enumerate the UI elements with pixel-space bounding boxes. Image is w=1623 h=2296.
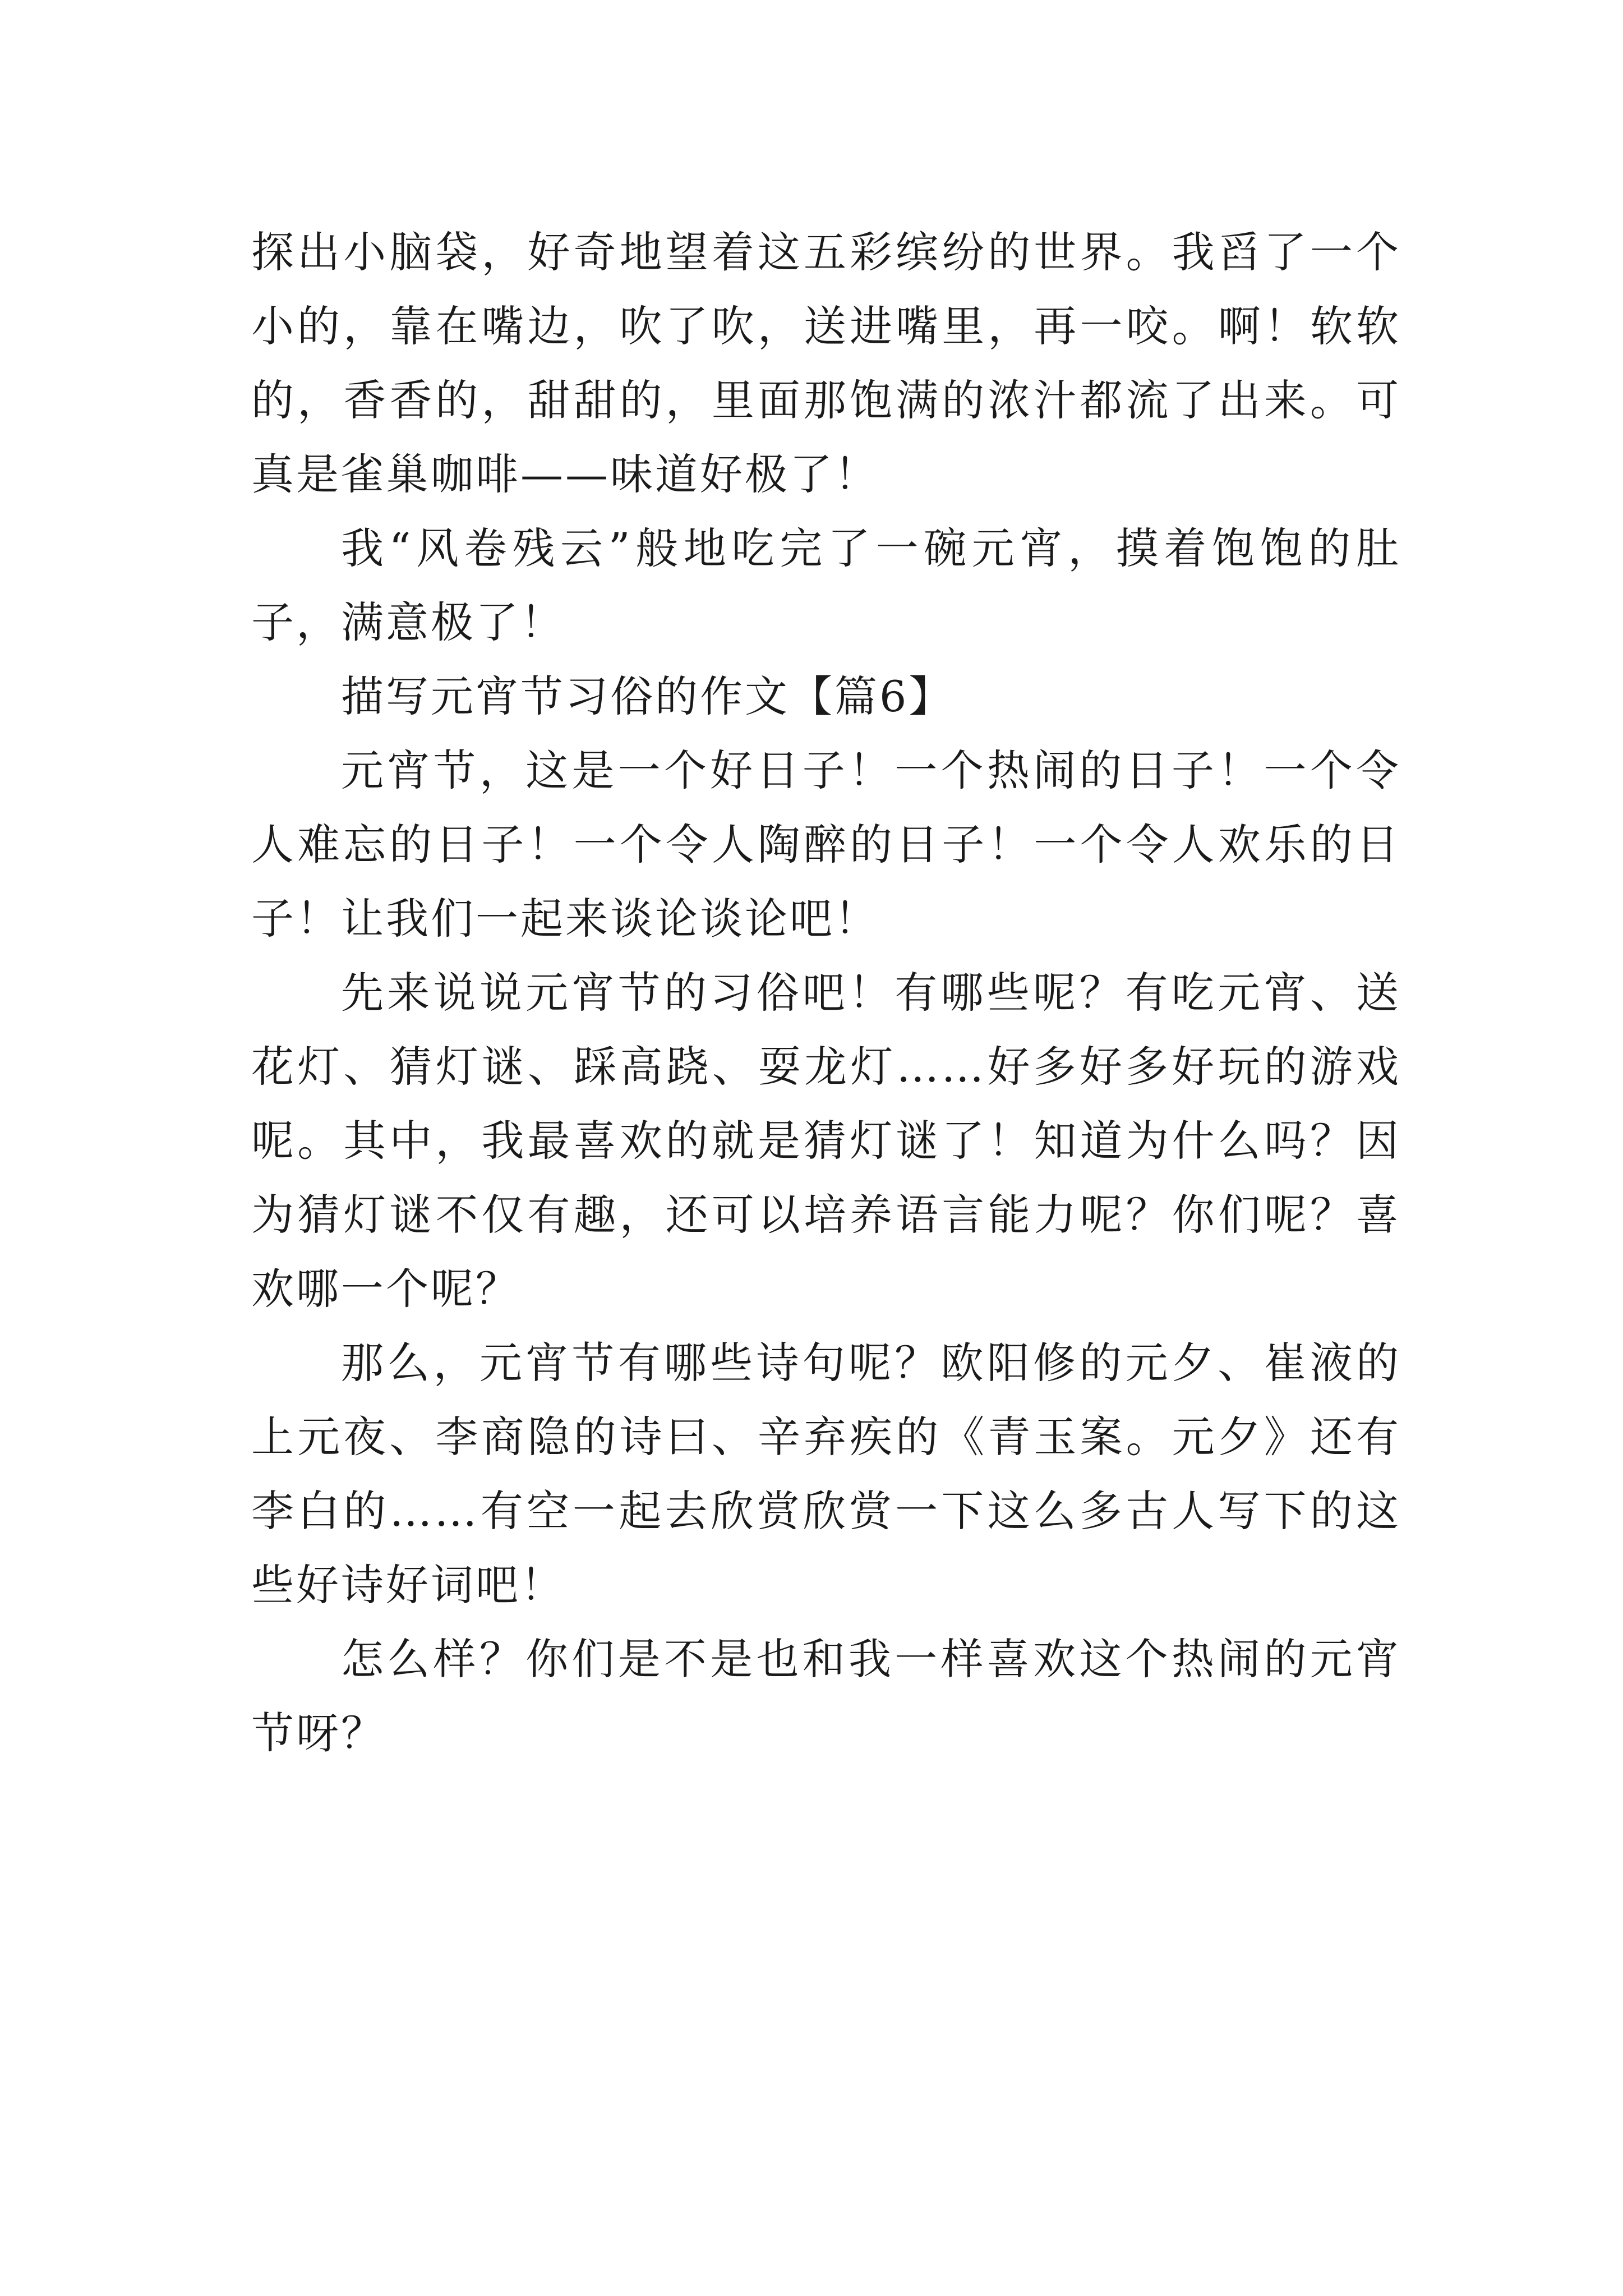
paragraph: 先来说说元宵节的习俗吧！有哪些呢？有吃元宵、送花灯、猜灯谜、踩高跷、耍龙灯……好多好多好玩的游戏呢。其中，我最喜欢的就是猜灯谜了！知道为什么吗？因为猜灯谜不仅有趣，还可以培养语言能力呢？你们呢？喜欢哪一个呢？ (251, 968, 1401, 1314)
document-body (251, 215, 1401, 1770)
paragraph: 怎么样？你们是不是也和我一样喜欢这个热闹的元宵节呀？ (251, 1634, 1401, 1758)
paragraph-continued: 探出小脑袋，好奇地望着这五彩缤纷的世界。我舀了一个小的，靠在嘴边，吹了吹，送进嘴里，再一咬。啊！软软的，香香的，甜甜的，里面那饱满的浓汁都流了出来。可真是雀巢咖啡——味道好极了！ (251, 227, 1401, 499)
paragraph: 元宵节，这是一个好日子！一个热闹的日子！一个令人难忘的日子！一个令人陶醉的日子！一个令人欢乐的日子！让我们一起来谈论谈论吧！ (251, 746, 1401, 944)
paragraph: 那么，元宵节有哪些诗句呢？欧阳修的元夕、崔液的上元夜、李商隐的诗曰、辛弃疾的《青玉案。元夕》还有李白的……有空一起去欣赏欣赏一下这么多古人写下的这些好诗好词吧！ (251, 1338, 1401, 1610)
section-heading: 描写元宵节习俗的作文【篇6】 (341, 671, 954, 721)
paragraph: 我“风卷残云”般地吃完了一碗元宵，摸着饱饱的肚子，满意极了！ (251, 523, 1401, 647)
